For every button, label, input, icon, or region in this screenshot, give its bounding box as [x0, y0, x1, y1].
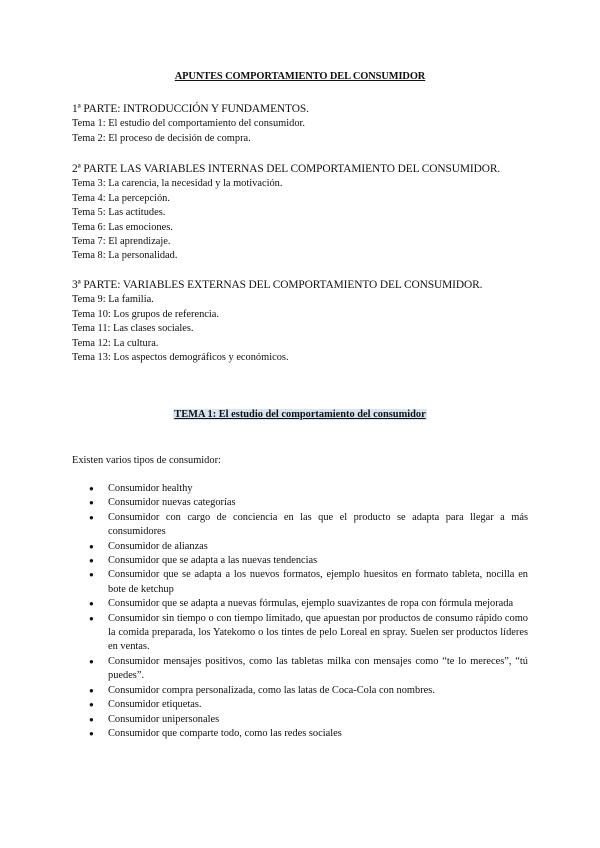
list-item: ● Consumidor que se adapta a los nuevos formatos, ejemplo huesitos en formato tableta, nocilla en bote de ketchup: [72, 568, 528, 597]
list-item: ● Consumidor compra personalizada, como las latas de Coca-Cola con nombres.: [72, 684, 528, 698]
topic-line: Tema 5: Las actitudes.: [72, 207, 166, 219]
topic-line: Tema 13: Los aspectos demográficos y económicos.: [72, 352, 289, 364]
topic-line: Tema 2: El proceso de decisión de compra.: [72, 132, 251, 144]
consumer-types-list: [72, 482, 528, 741]
list-item: ● Consumidor con cargo de conciencia en las que el producto se adapta para llegar a más consumidores: [72, 511, 528, 540]
topic-line: Tema 9: La familia.: [72, 294, 154, 306]
section-part-3: [72, 278, 532, 365]
section-part-2: [72, 162, 532, 264]
list-item: ● Consumidor healthy: [72, 482, 528, 496]
topic-line: Tema 8: La personalidad.: [72, 250, 178, 262]
list-item: ● Consumidor que se adapta a las nuevas tendencias: [72, 554, 528, 568]
list-item: ● Consumidor que se adapta a nuevas fórmulas, ejemplo suavizantes de ropa con fórmula mejorada: [72, 597, 528, 611]
topic-line: Tema 10: Los grupos de referencia.: [72, 308, 219, 320]
section-part-1: [72, 102, 532, 146]
tema-1-heading: [0, 408, 600, 422]
topic-line: Tema 4: La percepción.: [72, 192, 170, 204]
list-item: ● Consumidor nuevas categorías: [72, 496, 528, 510]
document-title: APUNTES COMPORTAMIENTO DEL CONSUMIDOR: [174, 71, 426, 82]
list-item: ● Consumidor que comparte todo, como las redes sociales: [72, 727, 528, 741]
section-heading: 2ª PARTE LAS VARIABLES INTERNAS DEL COMPORTAMIENTO DEL CONSUMIDOR.: [72, 163, 501, 175]
list-item: ● Consumidor mensajes positivos, como las tabletas milka con mensajes como “te lo mereces”, “tú puedes”.: [72, 655, 528, 684]
topic-line: Tema 12: La cultura.: [72, 337, 159, 349]
section-heading: 3ª PARTE: VARIABLES EXTERNAS DEL COMPORTAMIENTO DEL CONSUMIDOR.: [72, 279, 483, 291]
topic-line: Tema 3: La carencia, la necesidad y la motivación.: [72, 178, 283, 190]
list-item: ● Consumidor sin tiempo o con tiempo limitado, que apuestan por productos de consumo rápido como la comida preparada, los Yatekomo o los tintes de pelo Loreal en spray. Suelen ser productos líderes en ventas.: [72, 612, 528, 655]
intro-text: Existen varios tipos de consumidor:: [72, 455, 221, 466]
list-item: ● Consumidor etiquetas.: [72, 698, 528, 712]
topic-line: Tema 11: Las clases sociales.: [72, 323, 194, 335]
tema-1-title: TEMA 1: El estudio del comportamiento del consumidor: [174, 409, 426, 420]
list-item: ● Consumidor unipersonales: [72, 713, 528, 727]
topic-line: Tema 7: El aprendizaje.: [72, 236, 171, 248]
list-item: ● Consumidor de alianzas: [72, 540, 528, 554]
topic-line: Tema 1: El estudio del comportamiento del consumidor.: [72, 118, 306, 130]
topic-line: Tema 6: Las emociones.: [72, 221, 173, 233]
section-heading: 1ª PARTE: INTRODUCCIÓN Y FUNDAMENTOS.: [72, 103, 309, 115]
